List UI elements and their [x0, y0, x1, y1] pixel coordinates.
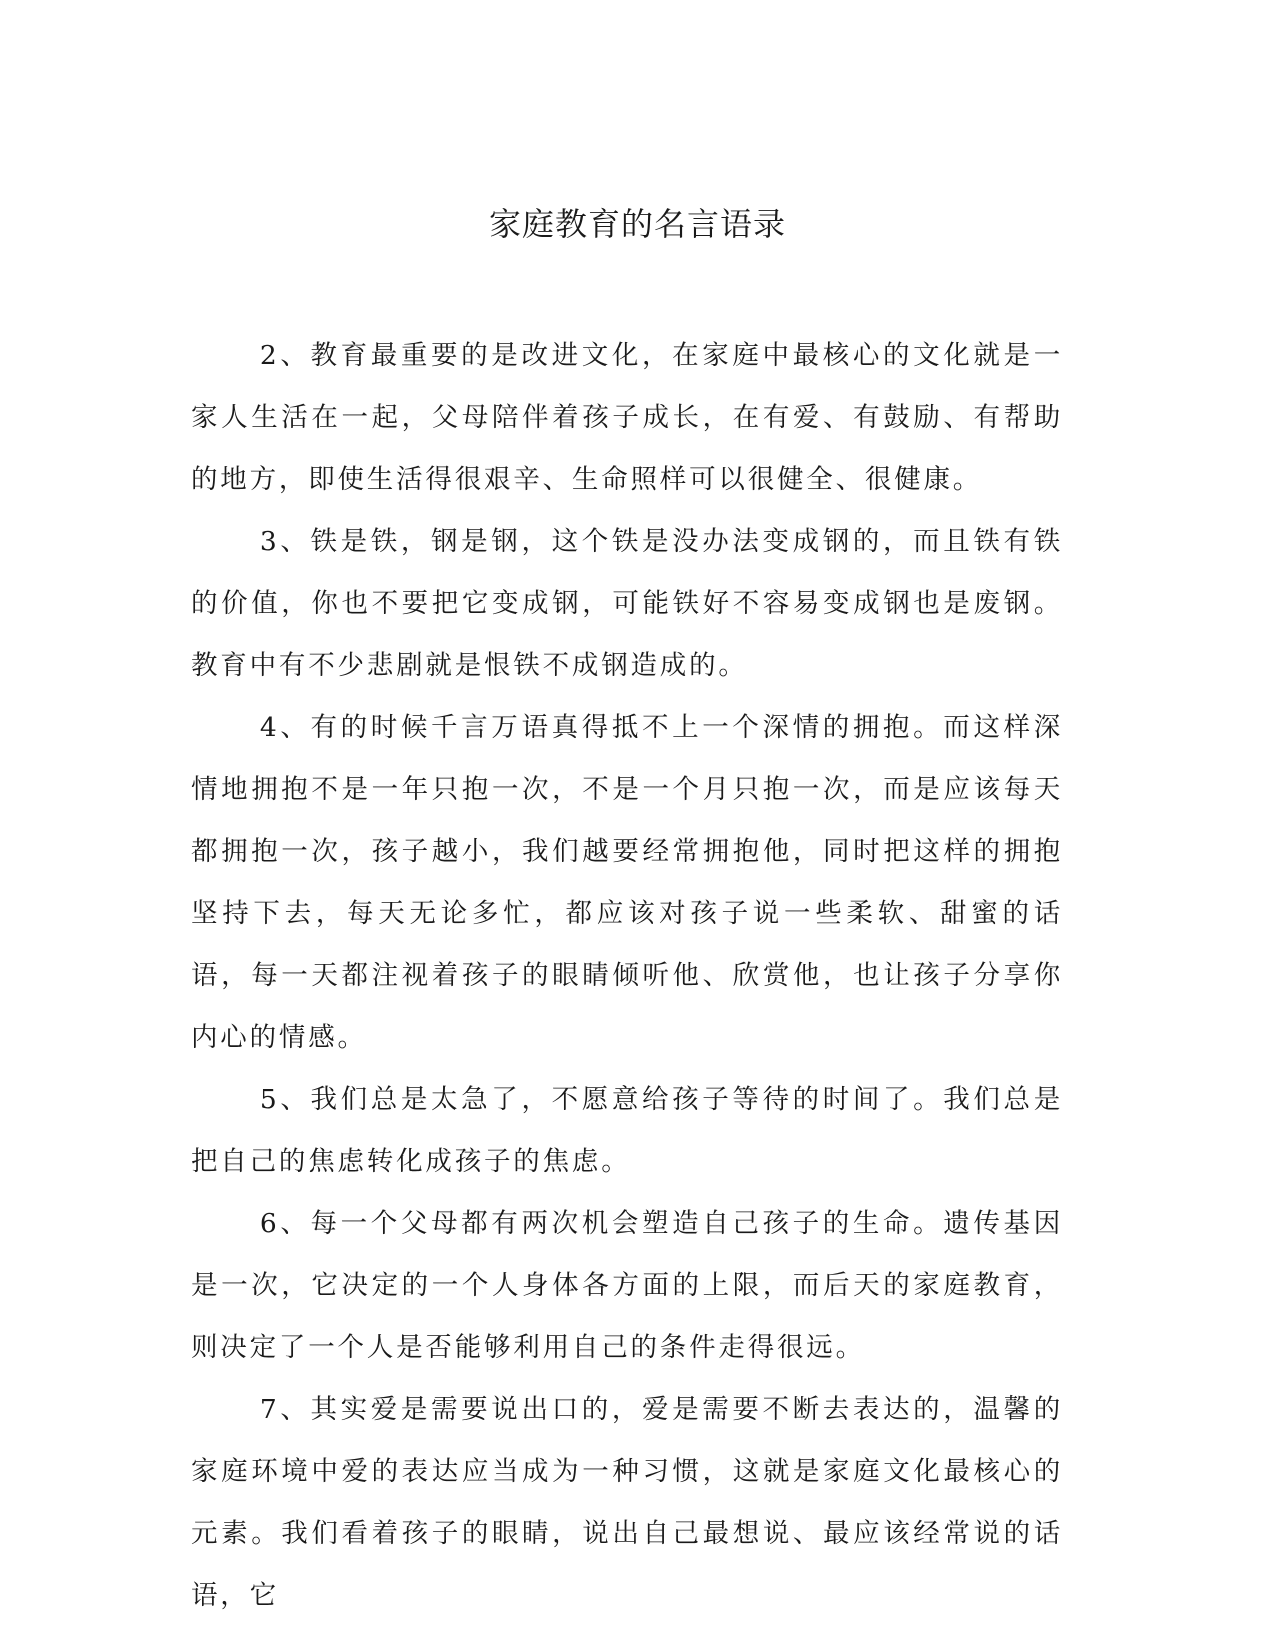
- paragraph-7: 7、其实爱是需要说出口的，爱是需要不断去表达的，温馨的家庭环境中爱的表达应当成为一种习惯，这就是家庭文化最核心的元素。我们看着孩子的眼睛，说出自己最想说、最应该经常说的话语，它: [191, 1394, 1063, 1611]
- document-title: 家庭教育的名言语录: [488, 205, 786, 243]
- paragraph-3: 3、铁是铁，钢是钢，这个铁是没办法变成钢的，而且铁有铁的价值，你也不要把它变成钢，可能铁好不容易变成钢也是废钢。教育中有不少悲剧就是恨铁不成钢造成的。: [191, 526, 1063, 681]
- paragraph-6: 6、每一个父母都有两次机会塑造自己孩子的生命。遗传基因是一次，它决定的一个人身体各方面的上限，而后天的家庭教育，则决定了一个人是否能够利用自己的条件走得很远。: [191, 1208, 1063, 1363]
- paragraph-5: 5、我们总是太急了，不愿意给孩子等待的时间了。我们总是把自己的焦虑转化成孩子的焦虑。: [191, 1084, 1063, 1177]
- document-body: [191, 325, 1063, 1627]
- paragraph-2: 2、教育最重要的是改进文化，在家庭中最核心的文化就是一家人生活在一起，父母陪伴着孩子成长，在有爱、有鼓励、有帮助的地方，即使生活得很艰辛、生命照样可以很健全、很健康。: [191, 340, 1063, 495]
- paragraph-4: 4、有的时候千言万语真得抵不上一个深情的拥抱。而这样深情地拥抱不是一年只抱一次，不是一个月只抱一次，而是应该每天都拥抱一次，孩子越小，我们越要经常拥抱他，同时把这样的拥抱坚持下去，每天无论多忙，都应该对孩子说一些柔软、甜蜜的话语，每一天都注视着孩子的眼睛倾听他、欣赏他，也让孩子分享你内心的情感。: [191, 712, 1063, 1053]
